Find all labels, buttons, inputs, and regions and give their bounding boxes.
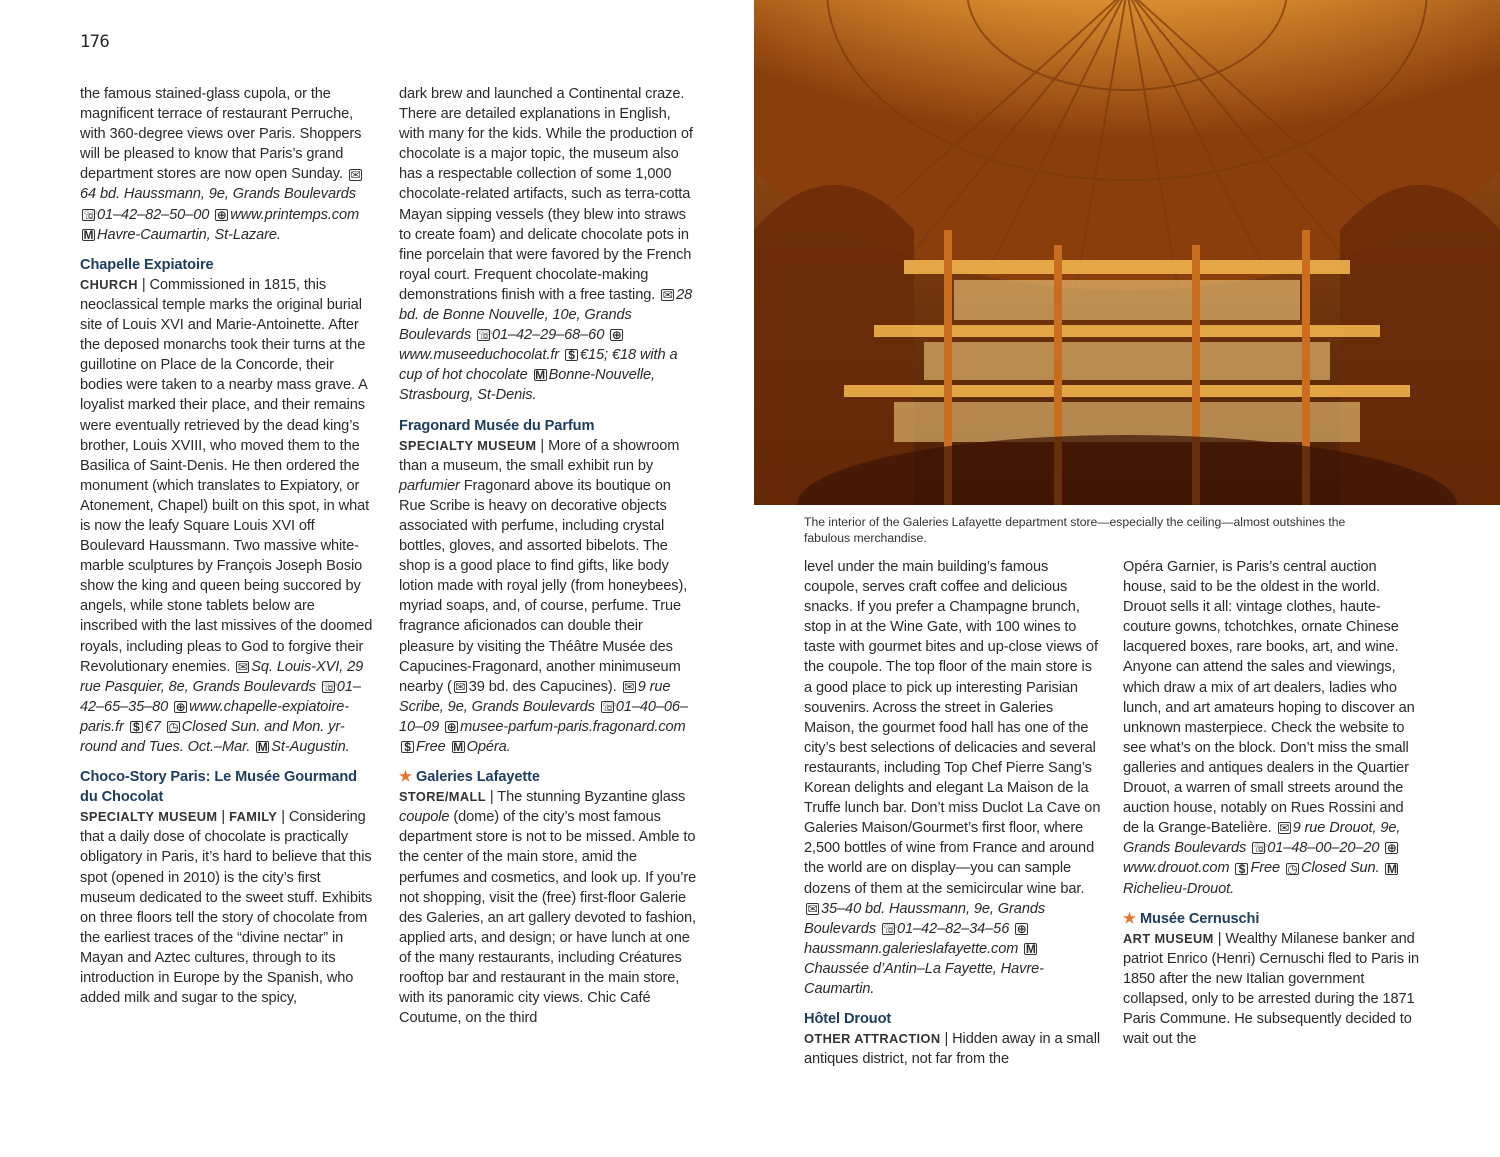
- text-column-3: [804, 557, 1102, 1069]
- entry-body-drouot-cont: Opéra Garnier, is Paris’s central auction house, said to be the oldest in the world. Drouot sells it all: vintage clothes, haute-couture gowns, tchotchkes, ornate Chinese lacquered boxes, rare books, art, and wine. Anyone can attend the sales and viewings, which draw a mix of art dealers, ladies who lunch, and art amateurs hoping to discover an unknown masterpiece. Check the website to see what’s on the block. Don’t miss the small galleries and antiques dealers in the Quartier Drouot, a warren of small streets around the auction house, notably on Rues Rossini and de la Grange-Batelière. ✉ 9 rue Drouot, 9e, Grands Boulevards ☏01–48–00–20–20 ⊕www.drouot.com $ Free ◷ Closed Sun. MRichelieu-Drouot.: [1123, 559, 1415, 897]
- text-column-4: [1123, 557, 1421, 1049]
- page-number: 176: [80, 32, 110, 52]
- web-icon: ⊕: [1386, 841, 1397, 856]
- mail-icon: ✉: [350, 167, 361, 182]
- entry-title-fragonard: Fragonard Musée du Parfum: [399, 417, 595, 434]
- phone-icon: ☏: [477, 328, 493, 343]
- phone-icon: ☏: [322, 679, 338, 694]
- entry-title-drouot: Hôtel Drouot: [804, 1011, 892, 1028]
- metro-icon: M: [1386, 861, 1397, 876]
- star-icon: ★: [399, 769, 412, 786]
- web-icon: ⊕: [216, 207, 227, 222]
- website-link[interactable]: www.museeduchocolat.fr: [399, 347, 560, 364]
- ticket-icon: $: [565, 349, 578, 361]
- website-link[interactable]: www.drouot.com: [1123, 860, 1230, 877]
- entry-body-chapelle: CHURCH | Commissioned in 1815, this neoclassical temple marks the original burial site of Louis XVI and Marie-Antoinette. After the deposed monarchs took their turns at the guillotine on Place de la Concorde, their bodies were taken to a nearby mass grave. A loyalist marked their place, and their remains were eventually retrieved by the dead king’s brother, Louis XVIII, who moved them to the Basilica of Saint-Denis. He then ordered the monument (which translates to Expiatory, or Atonement, Chapel) built on this spot, in what is now the leafy Square Louis XVI off Boulevard Haussmann. Two massive white-marble sculptures by François Joseph Bosio show the king and queen being succored by angels, while stone tablets below are inscribed with the last missives of the doomed royals, including pleas to God to forgive their Revolutionary enemies. ✉ Sq. Louis-XVI, 29 rue Pasquier, 8e, Grands Boulevards ☏01–42–65–35–80 ⊕ www.chapelle-expiatoire-paris.fr $ €7 ◷ Closed Sun. and Mon. yr-round and Tues. Oct.–Mar. M St-Augustin.: [80, 276, 373, 755]
- phone-icon: ☏: [1253, 841, 1269, 856]
- entry-title-choco: Choco-Story Paris: Le Musée Gourmand du Chocolat: [80, 769, 357, 806]
- entry-body-choco: SPECIALTY MUSEUM | FAMILY | Considering that a daily dose of chocolate is practically obligatory in Paris, it’s hard to believe that this spot (opened in 2010) is the city’s first museum dedicated to the sweet stuff. Exhibits on three floors tell the story of chocolate from the earliest traces of the “divine nectar” in Mayan and Aztec cultures, through to its introduction in Europe by the Spanish, who added milk and sugar to the spicy,: [80, 809, 373, 1007]
- mail-icon: ✉: [455, 679, 466, 694]
- phone-icon: ☏: [601, 699, 617, 714]
- phone-icon: ☏: [882, 921, 898, 936]
- entry-title-chapelle: Chapelle Expiatoire: [80, 256, 214, 273]
- entry-body-drouot: OTHER ATTRACTION | Hidden away in a small antiques district, not far from the: [804, 1031, 1100, 1068]
- mail-icon: ✉: [807, 901, 818, 916]
- clock-icon: ◷: [168, 720, 179, 735]
- entry-body-choco-cont: dark brew and launched a Continental craze. There are detailed explanations in English, with many for the kids. While the production of chocolate is a major topic, the museum also has a respectable collection of some 1,000 chocolate-related artifacts, such as terra-cotta Mayan sipping vessels (they blew into straws to create foam) and delicate chocolate pots in fine porcelain that were favored by the French royal court. Frequent chocolate-making demonstrations finish with a free tasting. ✉ 28 bd. de Bonne Nouvelle, 10e, Grands Boulevards ☏01–42–29–68–60 ⊕www.museeduchocolat.fr $ €15; €18 with a cup of hot chocolate M Bonne-Nouvelle, Strasbourg, St-Denis.: [399, 86, 693, 404]
- web-icon: ⊕: [175, 699, 186, 714]
- category-label: CHURCH: [80, 276, 138, 292]
- metro-icon: M: [453, 740, 464, 755]
- entry-body-cernuschi: ART MUSEUM | Wealthy Milanese banker and patriot Enrico (Henri) Cernuschi fled to Paris in 1850 after the new Italian government collapsed, only to be arrested during the 1871 Paris Commune. He subsequently decided to wait out the: [1123, 930, 1420, 1048]
- metro-icon: M: [257, 740, 268, 755]
- website-link[interactable]: www.chapelle-expiatoire-paris.fr: [80, 698, 349, 735]
- ticket-icon: $: [401, 741, 414, 753]
- mail-icon: ✉: [624, 679, 635, 694]
- web-icon: ⊕: [446, 720, 457, 735]
- web-icon: ⊕: [1016, 921, 1027, 936]
- mail-icon: ✉: [237, 659, 248, 674]
- mail-icon: ✉: [1279, 821, 1290, 836]
- entry-title-galeries: ★ Galeries Lafayette: [399, 769, 540, 786]
- ticket-icon: $: [1235, 863, 1248, 875]
- entry-body-fragonard: SPECIALTY MUSEUM | More of a showroom than a museum, the small exhibit run by parfumier Fragonard above its boutique on Rue Scribe is heavy on decorative objects associated with perfume, including crystal bottles, gloves, and assorted bibelots. The shop is a good place to find gifts, like body lotion made with royal jelly (from honeybees), myriad soaps, and, of course, perfume. True fragrance aficionados can double their pleasure by visiting the Théâtre Musée des Capucines-Fragonard, another minimuseum nearby ( ✉ 39 bd. des Capucines). ✉ 9 rue Scribe, 9e, Grands Boulevards ☏01–40–06–10–09 ⊕ musee-parfum-paris.fragonard.com $ Free M Opéra.: [399, 437, 688, 755]
- photo-caption: The interior of the Galeries Lafayette department store—especially the ceiling—almost outshines the fabulous merchandise.: [804, 515, 1346, 545]
- mail-icon: ✉: [662, 288, 673, 303]
- clock-icon: ◷: [1287, 861, 1298, 876]
- text-column-2: [399, 84, 699, 1028]
- entry-body-galeries: STORE/MALL | The stunning Byzantine glass coupole (dome) of the city’s most famous department store is not to be missed. Amble to the center of the main store, amid the perfumes and cosmetics, and look up. If you’re not shopping, visit the (free) first-floor Galerie des Galeries, an art gallery devoted to fashion, applied arts, and design; or have lunch at one of the many restaurants, including Créatures rooftop bar and restaurant in the main store, with its panoramic city views. Chic Café Coutume, on the third: [399, 789, 697, 1027]
- website-link[interactable]: haussmann.galerieslafayette.com: [804, 940, 1019, 957]
- ticket-icon: $: [130, 721, 143, 733]
- entry-title-cernuschi: ★ Musée Cernuschi: [1123, 910, 1260, 927]
- website-link[interactable]: www.printemps.com: [230, 206, 360, 223]
- metro-icon: M: [1025, 941, 1036, 956]
- website-link[interactable]: musee-parfum-paris.fragonard.com: [460, 718, 686, 735]
- galeries-lafayette-photo: [754, 0, 1500, 505]
- text-column-1: [80, 84, 376, 1008]
- phone-icon: ☏: [83, 207, 98, 222]
- metro-icon: M: [83, 227, 94, 242]
- metro-icon: M: [535, 368, 546, 383]
- intro-paragraph: the famous stained-glass cupola, or the magnificent terrace of restaurant Perruche, with 360-degree views over Paris. Shoppers will be pleased to know that Paris’s grand department stores are now open Sunday. ✉64 bd. Haussmann, 9e, Grands Boulevards ☏01–42–82–50–00 ⊕ www.printemps.com M Havre-Caumartin, St-Lazare.: [80, 86, 362, 243]
- star-icon: ★: [1123, 910, 1136, 927]
- entry-body-galeries-cont: level under the main building’s famous coupole, serves craft coffee and delicious snacks. If you prefer a Champagne brunch, stop in at the Wine Gate, with 100 wines to taste with gourmet bites and up-close views of the coupole. The top floor of the main store is a good place to pick up interesting Parisian souvenirs. Across the street in Galeries Maison, the gourmet food hall has one of the city’s best selections of delicacies and several restaurants, including Top Chef Pierre Sang’s Korean delights and elegant La Maison de la Truffe lunch bar. Don’t miss Duclot La Cave on Galeries Maison/Gourmet’s first floor, where 2,500 bottles of wine from France and around the world are on display—you can sample dozens of them at the semicircular wine bar. ✉ 35–40 bd. Haussmann, 9e, Grands Boulevards ☏01–42–82–34–56 ⊕haussmann.galerieslafayette.com MChaussée d’Antin–La Fayette, Havre-Caumartin.: [804, 559, 1101, 997]
- web-icon: ⊕: [611, 328, 622, 343]
